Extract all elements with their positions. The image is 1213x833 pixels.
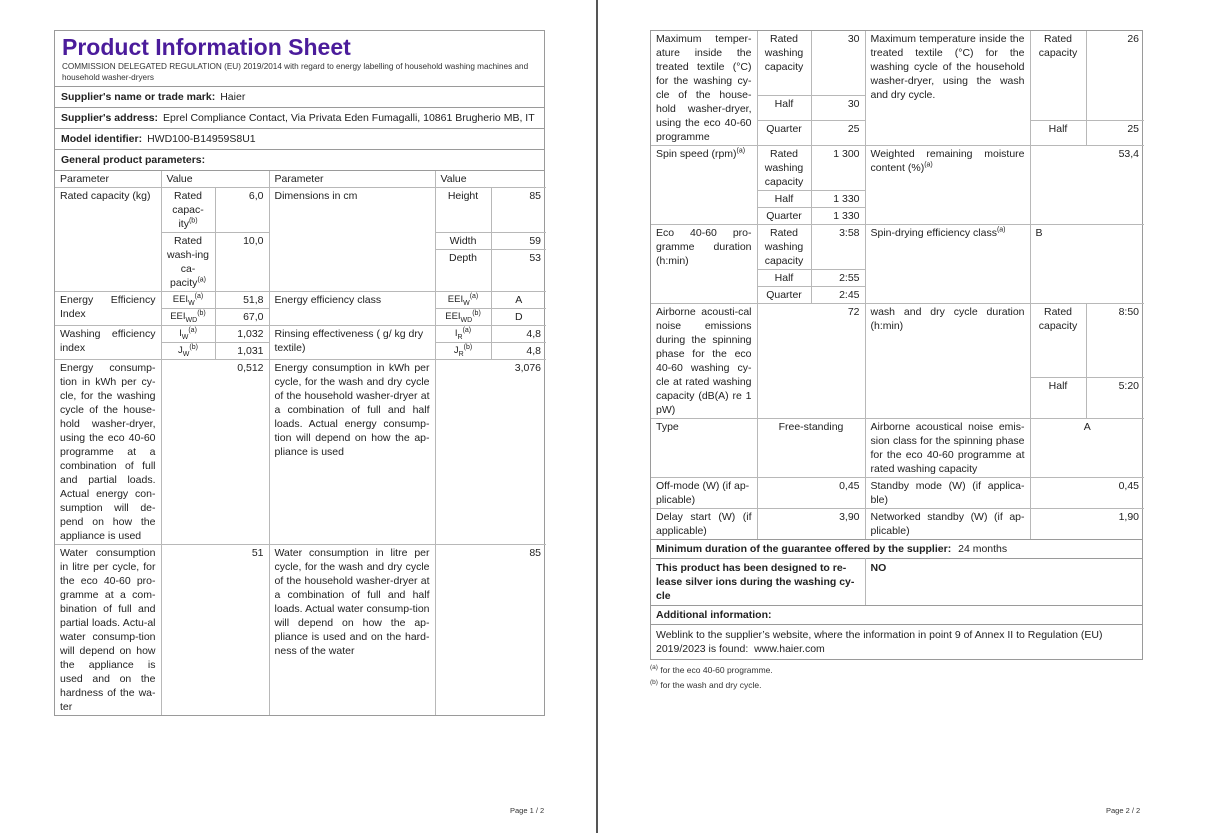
table-row	[55, 326, 546, 343]
supplier-address-row	[55, 108, 544, 129]
supplier-address-label: Supplier's address:	[61, 112, 159, 124]
spin-class-value: B	[1030, 225, 1144, 304]
header-parameter-2: Parameter	[269, 171, 435, 188]
page-2	[598, 0, 1213, 833]
spin-half-label: Half	[757, 191, 811, 208]
type-value: Free-standing	[757, 419, 865, 478]
parameters-table-2	[651, 31, 1144, 539]
eei-wd-symbol: $EEI_{WD}^{(b)}$	[161, 309, 215, 326]
eei-class-wd-symbol: $EEI_{WD}^{(b)}$	[435, 309, 491, 326]
max-temp-rated-value: 30	[811, 31, 865, 96]
supplier-name: Haier	[220, 91, 246, 103]
parameters-table	[55, 171, 546, 715]
table-row	[55, 292, 546, 309]
rated-capacity-sub1: Rated capac-ity$^{(b)}$	[161, 188, 215, 233]
washing-efficiency-label: Washing efficiency index	[55, 326, 161, 360]
max-temp-wash-label: Maximum temper-ature inside the treated textile (°C) for the washing cy-cle of the house-hold washer-dryer, using the eco 40-60 programme	[651, 31, 757, 146]
washdry-rated-value: 8:50	[1086, 304, 1144, 378]
width-label: Width	[436, 233, 491, 250]
networked-standby-label: Networked standby (W) (if ap-plicable)	[865, 509, 1030, 540]
max-temp-washdry-half-value: 25	[1086, 121, 1144, 146]
water-wash-label: Water consumption in litre per cycle, for the eco 40-60 pro-gramme at a com-bination of full and partial loads. Actu-al water consump-tion will depend on how the appliance is used and on the hardness of the wa-ter	[55, 545, 161, 716]
header-value: Value	[161, 171, 269, 188]
off-mode-value: 0,45	[757, 478, 865, 509]
spin-class-label: Spin-drying efficiency class$^{(a)}$	[865, 225, 1030, 304]
jr-symbol: $J_R^{(b)}$	[435, 343, 491, 360]
footnote-a: $^{(a)}$ for the eco 40-60 programme.	[650, 664, 773, 675]
dimensions-label: Dimensions in cm	[269, 188, 435, 292]
table-row	[55, 360, 546, 545]
general-parameters-row	[55, 150, 544, 171]
page-number-1: Page 1 / 2	[510, 806, 545, 815]
washdry-half-label: Half	[1030, 378, 1086, 419]
rated-washing-capacity-value: 10,0	[215, 233, 269, 292]
spin-quarter-label: Quarter	[757, 208, 811, 225]
moisture-label: Weighted remaining moisture content (%)$^{(a)}$	[865, 146, 1030, 225]
table-row	[651, 559, 1142, 606]
footnote-b: $^{(b)}$ for the wash and dry cycle.	[650, 679, 762, 690]
noise-value: 72	[757, 304, 865, 419]
width-depth-values	[491, 233, 546, 292]
table-row	[651, 146, 1144, 191]
page-2-content	[650, 30, 1143, 693]
general-parameters-label: General product parameters:	[61, 154, 206, 166]
table-row	[55, 545, 546, 716]
rinsing-label: Rinsing effectiveness ( g/ kg dry textile)	[269, 326, 435, 360]
water-wash-value: 51	[161, 545, 269, 716]
silver-ions-value: NO	[865, 559, 1142, 606]
energy-washdry-value: 3,076	[435, 360, 546, 545]
silver-ions-label: This product has been designed to re-lease silver ions during the washing cy-cle	[651, 559, 865, 606]
energy-wash-label: Energy consump-tion in kWh per cy-cle, for the washing cycle of the house-hold washer-dryer, using the eco 40-60 programme at a combination of full and partial loads. Actual energy con-sumption will de-pend on how the appliance is used	[55, 360, 161, 545]
silver-ions-table	[651, 558, 1142, 605]
table-row	[651, 31, 1144, 96]
washdry-rated-label: Rated capacity	[1030, 304, 1086, 378]
page-1	[0, 0, 597, 833]
delay-start-label: Delay start (W) (if applicable)	[651, 509, 757, 540]
footnotes	[650, 663, 1143, 693]
max-temp-rated-label: Rated washing capacity	[757, 31, 811, 96]
table-row	[651, 419, 1144, 478]
width-value: 59	[492, 233, 547, 250]
max-temp-quarter-value: 25	[811, 121, 865, 146]
supplier-name-label: Supplier's name or trade mark:	[61, 91, 216, 103]
rated-washing-capacity-sub: Rated wash-ing ca-pacity$^{(a)}$	[161, 233, 215, 292]
eei-w-symbol: $EEI_W^{(a)}$	[161, 292, 215, 309]
additional-info-label: Additional information:	[651, 605, 1142, 624]
page-title: Product Information Sheet	[62, 34, 351, 60]
eco-rated-value: 3:58	[811, 225, 865, 270]
header-parameter: Parameter	[55, 171, 161, 188]
weblink-url[interactable]: www.haier.com	[754, 643, 825, 655]
spin-half-value: 1 330	[811, 191, 865, 208]
ir-symbol: $I_R^{(a)}$	[435, 326, 491, 343]
jw-symbol: $J_W^{(b)}$	[161, 343, 215, 360]
product-information-sheet	[54, 30, 545, 716]
page-1-content	[54, 30, 545, 716]
eei-class-w-symbol: $EEI_W^{(a)}$	[435, 292, 491, 309]
page-number-2: Page 2 / 2	[1106, 806, 1141, 815]
eei-class-wd-value: D	[491, 309, 546, 326]
energy-wash-value: 0,512	[161, 360, 269, 545]
washdry-duration-label: wash and dry cycle duration (h:min)	[865, 304, 1030, 419]
noise-class-value: A	[1030, 419, 1144, 478]
max-temp-quarter-label: Quarter	[757, 121, 811, 146]
regulation-text: COMMISSION DELEGATED REGULATION (EU) 2019/2014 with regard to energy labelling of household washing machines and household washer-dryers	[62, 62, 529, 82]
jr-value: 4,8	[491, 343, 546, 360]
noise-class-label: Airborne acoustical noise emis-sion class for the spinning phase for the eco 40-60 programme at rated washing capacity	[865, 419, 1030, 478]
max-temp-washdry-rated-value: 26	[1086, 31, 1144, 121]
networked-standby-value: 1,90	[1030, 509, 1144, 540]
eei-class-w-value: A	[491, 292, 546, 309]
spin-speed-label: Spin speed (rpm)$^{(a)}$	[651, 146, 757, 225]
water-washdry-value: 85	[435, 545, 546, 716]
eei-wd-value: 67,0	[215, 309, 269, 326]
product-information-sheet-continued	[650, 30, 1143, 660]
iw-value: 1,032	[215, 326, 269, 343]
eco-quarter-label: Quarter	[757, 287, 811, 304]
model-label: Model identifier:	[61, 133, 143, 145]
eco-duration-label: Eco 40-60 pro-gramme duration (h:min)	[651, 225, 757, 304]
weblink-row	[651, 624, 1142, 659]
supplier-name-row	[55, 87, 544, 108]
model-identifier-row	[55, 129, 544, 150]
guarantee-value: 24 months	[958, 543, 1008, 555]
standby-value: 0,45	[1030, 478, 1144, 509]
max-temp-half-label: Half	[757, 96, 811, 121]
header-value-2: Value	[435, 171, 546, 188]
jw-value: 1,031	[215, 343, 269, 360]
height-value: 85	[491, 188, 546, 233]
weblink-text: Weblink to the supplier’s website, where the information in point 9 of Annex II to Regulation (EU) 2019/2023 is found:	[656, 629, 1103, 655]
iw-symbol: $I_W^{(a)}$	[161, 326, 215, 343]
table-row	[55, 188, 546, 233]
title-block	[55, 31, 544, 87]
eco-rated-label: Rated washing capacity	[757, 225, 811, 270]
supplier-address: Eprel Compliance Contact, Via Privata Eden Fumagalli, 10861 Brugherio MB, IT	[163, 112, 535, 124]
depth-value: 53	[529, 252, 542, 264]
width-depth-cell	[435, 233, 491, 292]
spin-rated-label: Rated washing capacity	[757, 146, 811, 191]
table-row	[651, 509, 1144, 540]
eco-half-label: Half	[757, 270, 811, 287]
water-washdry-label: Water consumption in litre per cycle, for the wash and dry cycle of the household washer-dryer at a combination of full and half loads. Actual water consump-tion will depend on how the ap-pliance is used and on the hard-ness of the water	[269, 545, 435, 716]
rated-capacity-label: Rated capacity (kg)	[55, 188, 161, 292]
guarantee-label: Minimum duration of the guarantee offered by the supplier:	[656, 543, 952, 555]
type-label: Type	[651, 419, 757, 478]
washdry-half-value: 5:20	[1086, 378, 1144, 419]
table-header-row	[55, 171, 546, 188]
rated-capacity-value: 6,0	[215, 188, 269, 233]
moisture-value: 53,4	[1030, 146, 1144, 225]
max-temp-washdry-label: Maximum temperature inside the treated textile (°C) for the washing cycle of the household washer-dryer, using the wash and dry cycle.	[865, 31, 1030, 146]
table-row	[651, 478, 1144, 509]
max-temp-washdry-rated-label: Rated capacity	[1030, 31, 1086, 121]
standby-label: Standby mode (W) (if applica-ble)	[865, 478, 1030, 509]
table-row	[651, 225, 1144, 270]
spin-quarter-value: 1 330	[811, 208, 865, 225]
delay-start-value: 3,90	[757, 509, 865, 540]
eei-class-label: Energy efficiency class	[269, 292, 435, 326]
off-mode-label: Off-mode (W) (if ap-plicable)	[651, 478, 757, 509]
eco-quarter-value: 2:45	[811, 287, 865, 304]
energy-washdry-label: Energy consumption in kWh per cycle, for the wash and dry cycle of the household washer-dryer at a combination of full and half loads. Actual energy consump-tion will depend on how the ap-pliance is used	[269, 360, 435, 545]
max-temp-half-value: 30	[811, 96, 865, 121]
spin-rated-value: 1 300	[811, 146, 865, 191]
guarantee-row	[651, 539, 1142, 558]
eei-w-value: 51,8	[215, 292, 269, 309]
depth-label: Depth	[449, 252, 478, 264]
max-temp-washdry-half-label: Half	[1030, 121, 1086, 146]
ir-value: 4,8	[491, 326, 546, 343]
height-label: Height	[435, 188, 491, 233]
noise-label: Airborne acousti-cal noise emissions during the spinning phase for the eco 40-60 washing cy-cle at rated washing capacity (dB(A) re 1 pW)	[651, 304, 757, 419]
eco-half-value: 2:55	[811, 270, 865, 287]
eei-label: Energy Efficiency Index	[55, 292, 161, 326]
model-identifier: HWD100-B14959S8U1	[147, 133, 256, 145]
table-row	[651, 304, 1144, 378]
